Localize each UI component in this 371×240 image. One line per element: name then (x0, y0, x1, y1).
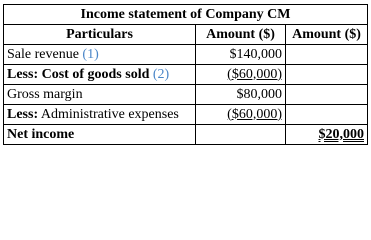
underlined-amount: ($60,000) (227, 106, 282, 122)
row-amount-2 (286, 105, 368, 125)
row-amount-2 (286, 85, 368, 105)
row-amount-2 (286, 45, 368, 65)
row-label-cell (4, 105, 196, 125)
row-amount-1 (196, 105, 286, 125)
table-row (4, 85, 368, 105)
title-row (4, 5, 368, 25)
table-row (4, 125, 368, 145)
row-label: Administrative expenses (40, 106, 179, 122)
row-label: Gross margin (7, 86, 83, 102)
reference-note: (2) (152, 66, 170, 82)
row-amount-1: $80,000 (196, 85, 286, 105)
row-label: Sale revenue (7, 46, 79, 62)
row-amount-2 (286, 65, 368, 85)
statement-title: Income statement of Company CM (4, 5, 368, 25)
income-statement-table (3, 4, 368, 145)
row-label-cell (4, 45, 196, 65)
row-label-cell (4, 65, 196, 85)
row-label-cell (4, 125, 196, 145)
header-row (4, 25, 368, 45)
reference-note: (1) (82, 46, 99, 62)
table-row (4, 45, 368, 65)
net-income-amount: $20,000 (318, 126, 364, 142)
row-amount-1: $140,000 (196, 45, 286, 65)
header-amount-2: Amount ($) (286, 25, 368, 45)
row-label: Net income (7, 126, 75, 142)
row-label: Cost of goods sold (41, 66, 150, 82)
row-label-cell (4, 85, 196, 105)
header-particulars: Particulars (4, 25, 196, 45)
row-prefix: Less: (7, 66, 39, 82)
table-row (4, 65, 368, 85)
row-prefix: Less: (7, 106, 39, 122)
row-amount-2 (286, 125, 368, 145)
header-amount-1: Amount ($) (196, 25, 286, 45)
underlined-amount: ($60,000) (227, 66, 282, 82)
table-row (4, 105, 368, 125)
row-amount-1 (196, 125, 286, 145)
row-amount-1 (196, 65, 286, 85)
